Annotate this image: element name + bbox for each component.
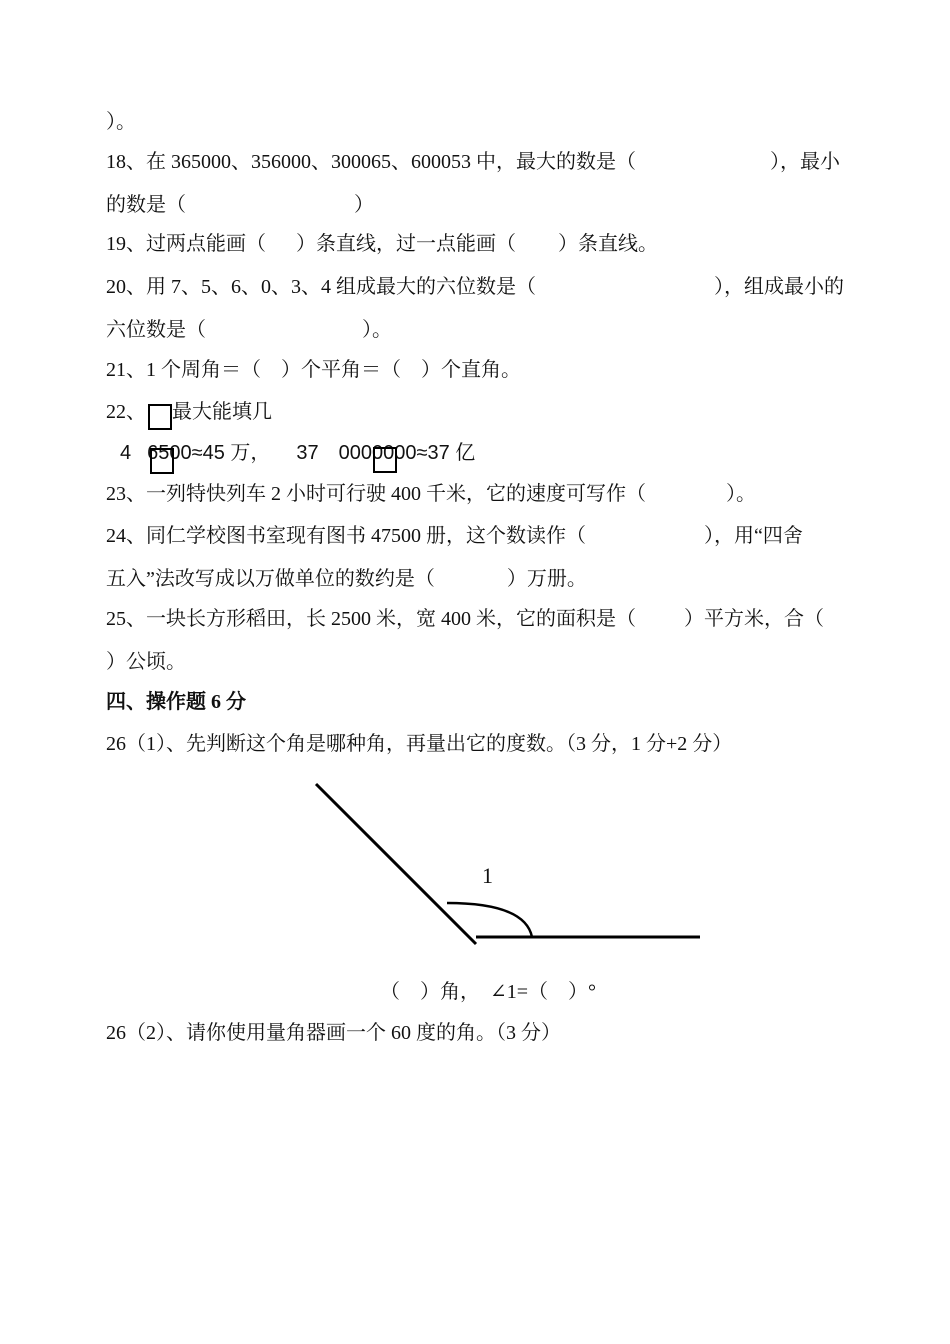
- text: 22、: [106, 401, 146, 423]
- text: 20、用 7、5、6、0、3、4 组成最大的六位数是（: [106, 276, 536, 298]
- text: 6500≈45 万，: [147, 442, 271, 464]
- text: ）公顷。: [106, 651, 186, 673]
- text: 23、一列特快列车 2 小时可行驶 400 千米，它的速度可写作（: [106, 483, 646, 505]
- text: 0000000≈37 亿: [338, 442, 476, 464]
- text: 24、同仁学校图书室现有图书 47500 册，这个数读作（: [106, 525, 586, 547]
- text: 26（2）、请你使用量角器画一个 60 度的角。（3 分）: [106, 1022, 561, 1044]
- text: （ ）角， ∠1=（ ）°: [380, 981, 597, 1003]
- text: ）。: [106, 111, 136, 133]
- angle-label: [482, 864, 493, 888]
- text: ）万册。: [506, 568, 587, 590]
- angle-arc: [447, 903, 532, 937]
- text: ），用“四舍: [704, 525, 803, 547]
- text: ），最小: [770, 151, 840, 173]
- text: ）: [354, 194, 374, 216]
- angle-ray-slanted: [316, 784, 476, 944]
- text: 最大能填几: [172, 401, 272, 423]
- text: 五入”法改写成以万做单位的数约是（: [106, 568, 435, 590]
- text: 六位数是（: [106, 319, 206, 341]
- text: 四、操作题 6 分: [106, 691, 246, 713]
- text: ）。: [726, 483, 756, 505]
- text: 18、在 365000、356000、300065、600053 中，最大的数是（: [106, 151, 636, 173]
- text: ），组成最小的: [714, 276, 844, 298]
- text: 21、1 个周角＝（ ）个平角＝（ ）个直角。: [106, 359, 521, 381]
- text: ）条直线。: [558, 233, 658, 255]
- question-26-part-2: [106, 1021, 561, 1045]
- text: 4: [120, 442, 132, 464]
- text: 26（1）、先判断这个角是哪种角，再量出它的度数。（3 分，1 分+2 分）: [106, 733, 733, 755]
- text: 19、过两点能画（: [106, 233, 266, 255]
- angle-answer-line: [380, 980, 596, 1004]
- text: 25、一块长方形稻田，长 2500 米，宽 400 米，它的面积是（: [106, 608, 636, 630]
- text: 37: [296, 442, 319, 464]
- text: ）条直线，过一点能画（: [296, 233, 516, 255]
- text: ）平方米，合（: [684, 608, 824, 630]
- text: ）。: [362, 319, 392, 341]
- text: 1: [482, 863, 493, 888]
- text: 的数是（: [106, 194, 186, 216]
